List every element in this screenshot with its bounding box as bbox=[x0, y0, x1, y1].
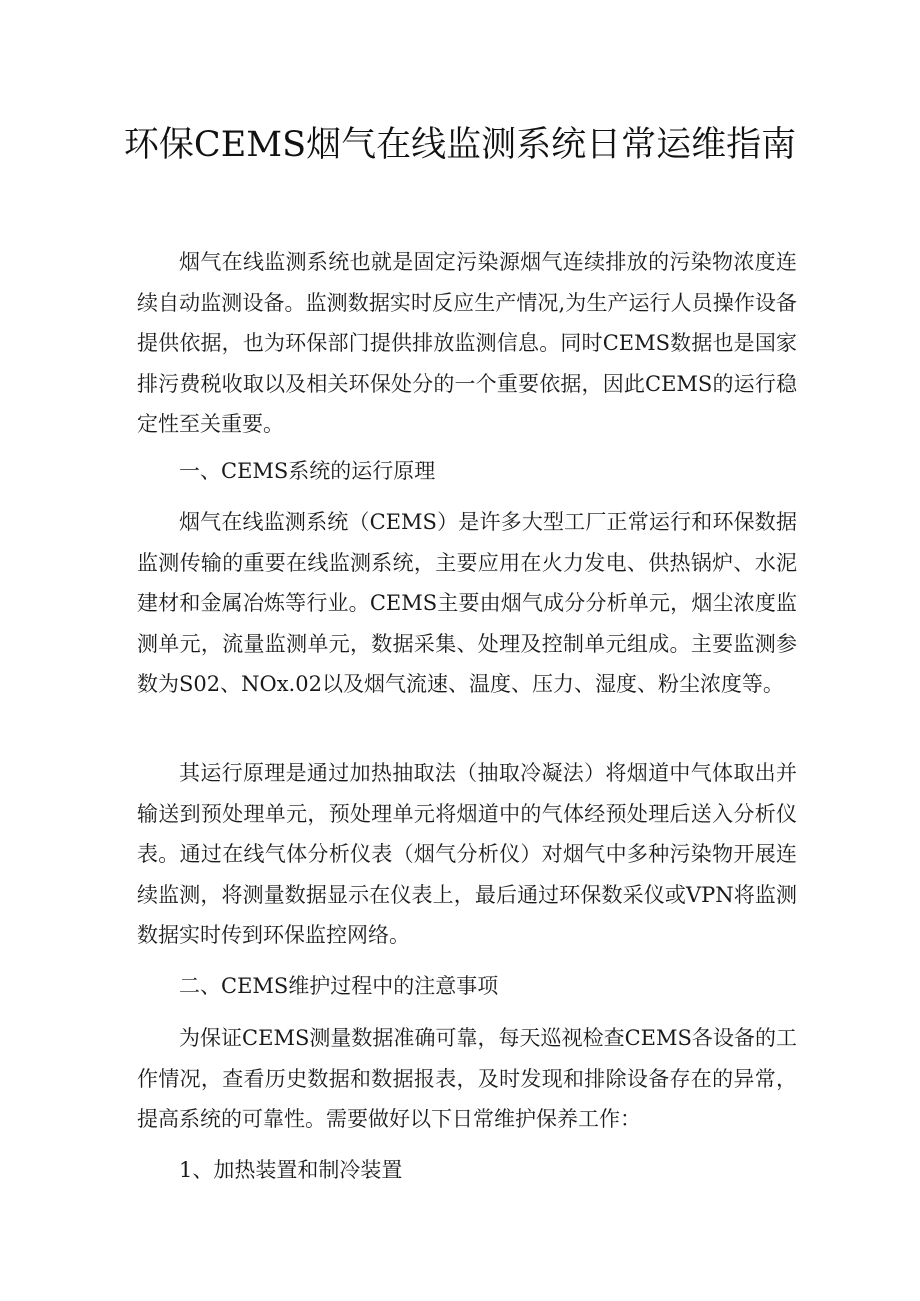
operation-paragraph: 其运行原理是通过加热抽取法（抽取冷凝法）将烟道中气体取出并输送到预处理单元，预处理单元将烟道中的气体经预处理后送入分析仪表。通过在线气体分析仪表（烟气分析仪）对烟气中多种污染物开展连续监测，将测量数据显示在仪表上，最后通过环保数采仪或VPN将监测数据实时传到环保监控网络。 bbox=[137, 761, 797, 947]
section-heading-1: 一、CEMS系统的运行原理 bbox=[179, 459, 436, 483]
principle-paragraph: 烟气在线监测系统（CEMS）是许多大型工厂正常运行和环保数据监测传输的重要在线监测系统，主要应用在火力发电、供热锅炉、水泥建材和金属冶炼等行业。CEMS主要由烟气成分分析单元，烟尘浓度监测单元，流量监测单元，数据采集、处理及控制单元组成。主要监测参数为S02、NOx.02以及烟气流速、温度、压力、湿度、粉尘浓度等。 bbox=[137, 510, 797, 696]
maintenance-paragraph: 为保证CEMS测量数据准确可靠，每天巡视检查CEMS各设备的工作情况，查看历史数据和数据报表，及时发现和排除设备存在的异常，提高系统的可靠性。需要做好以下日常维护保养工作： bbox=[137, 1026, 797, 1131]
section-heading-2: 二、CEMS维护过程中的注意事项 bbox=[179, 974, 499, 998]
intro-paragraph: 烟气在线监测系统也就是固定污染源烟气连续排放的污染物浓度连续自动监测设备。监测数据实时反应生产情况,为生产运行人员操作设备提供依据，也为环保部门提供排放监测信息。同时CEMS数据也是国家排污费税收取以及相关环保处分的一个重要依据，因此CEMS的运行稳定性至关重要。 bbox=[137, 250, 797, 436]
subsection-heading-1: 1、加热装置和制冷装置 bbox=[179, 1158, 403, 1182]
document-title: 环保CEMS烟气在线监测系统日常运维指南 bbox=[123, 125, 797, 165]
